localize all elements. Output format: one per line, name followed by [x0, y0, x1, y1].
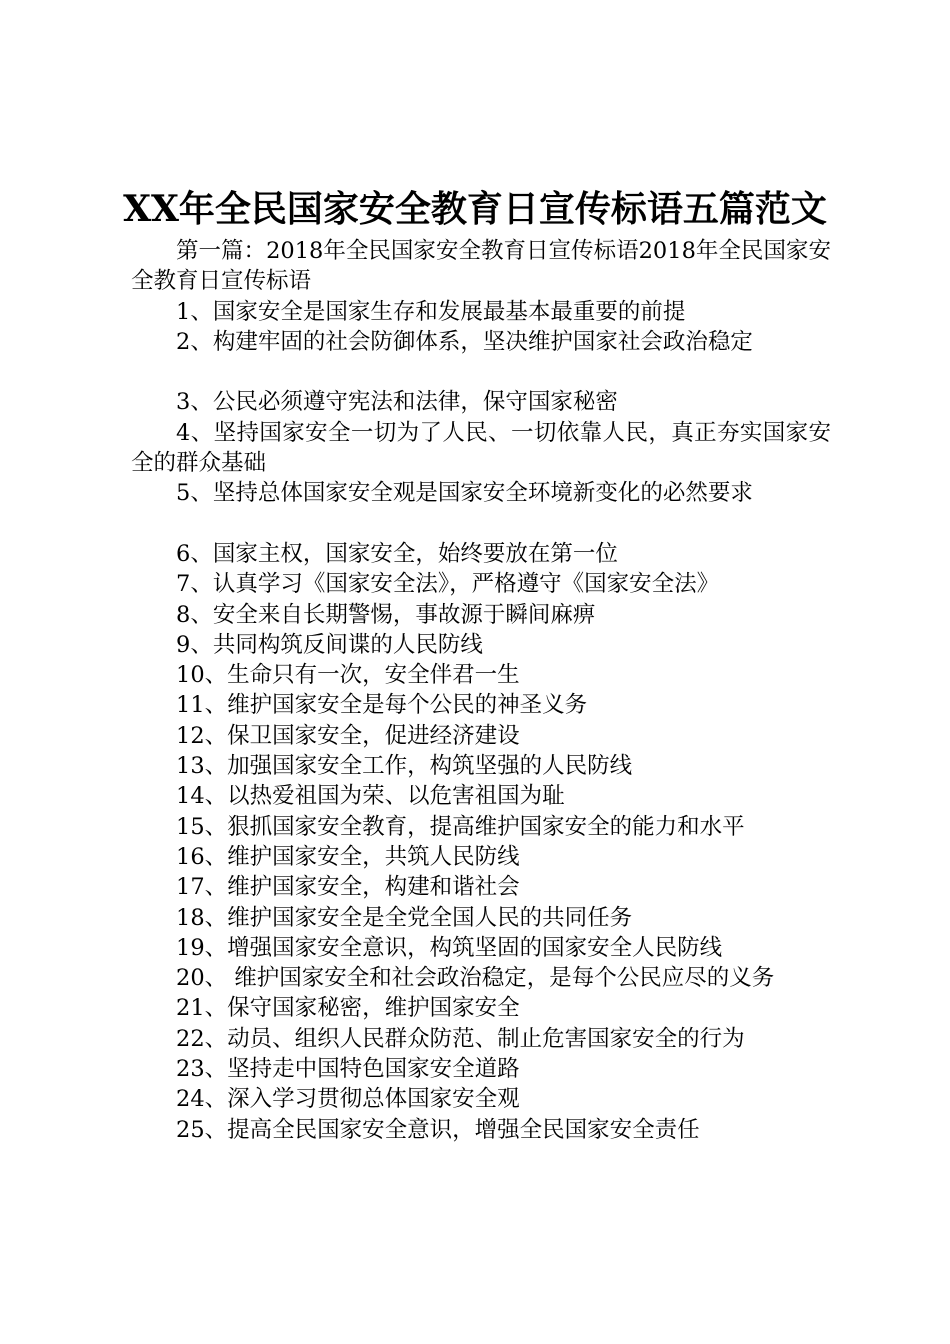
slogan-item: 7、认真学习《国家安全法》，严格遵守《国家安全法》 [176, 571, 720, 598]
blank-line [131, 357, 831, 387]
slogan-item: 9、共同构筑反间谍的人民防线 [176, 631, 483, 658]
slogan-item: 11、维护国家安全是每个公民的神圣义务 [176, 692, 588, 719]
slogan-item: 24、深入学习贯彻总体国家安全观 [176, 1086, 520, 1113]
slogan-item: 6、国家主权，国家安全，始终要放在第一位 [176, 540, 618, 567]
slogan-item: 23、坚持走中国特色国家安全道路 [176, 1056, 520, 1083]
blank-line [131, 509, 831, 539]
slogan-item: 17、维护国家安全，构建和谐社会 [176, 874, 520, 901]
slogan-item: 10、生命只有一次，安全伴君一生 [176, 662, 520, 689]
slogan-item: 15、狠抓国家安全教育，提高维护国家安全的能力和水平 [176, 813, 745, 840]
slogan-item: 21、保守国家秘密，维护国家安全 [176, 995, 520, 1022]
slogan-item: 14、以热爱祖国为荣、以危害祖国为耻 [176, 783, 565, 810]
slogan-item: 25、提高全民国家安全意识，增强全民国家安全责任 [176, 1116, 700, 1143]
document-title: XX年全民国家安全教育日宣传标语五篇范文 [123, 188, 827, 230]
slogan-item: 5、坚持总体国家安全观是国家安全环境新变化的必然要求 [176, 480, 753, 507]
slogan-item: 18、维护国家安全是全党全国人民的共同任务 [176, 904, 633, 931]
slogan-item: 4、坚持国家安全一切为了人民、一切依靠人民，真正夯实国家安全的群众基础 [131, 419, 831, 477]
intro-paragraph: 第一篇：2018年全民国家安全教育日宣传标语2018年全民国家安全教育日宣传标语 [131, 238, 831, 295]
slogan-item: 12、保卫国家安全，促进经济建设 [176, 722, 520, 749]
document-body [131, 236, 831, 1145]
slogan-item: 19、增强国家安全意识，构筑坚固的国家安全人民防线 [176, 934, 723, 961]
slogan-item: 20、 维护国家安全和社会政治稳定，是每个公民应尽的义务 [176, 965, 775, 992]
slogan-item: 22、动员、组织人民群众防范、制止危害国家安全的行为 [176, 1025, 745, 1052]
slogan-item: 3、公民必须遵守宪法和法律，保守国家秘密 [176, 389, 618, 416]
slogan-item: 8、安全来自长期警惕，事故源于瞬间麻痹 [176, 601, 596, 628]
slogan-item: 16、维护国家安全，共筑人民防线 [176, 843, 520, 870]
slogan-item: 2、构建牢固的社会防御体系，坚决维护国家社会政治稳定 [176, 328, 753, 355]
slogan-item: 1、国家安全是国家生存和发展最基本最重要的前提 [176, 298, 686, 325]
slogan-item: 13、加强国家安全工作，构筑坚强的人民防线 [176, 753, 633, 780]
